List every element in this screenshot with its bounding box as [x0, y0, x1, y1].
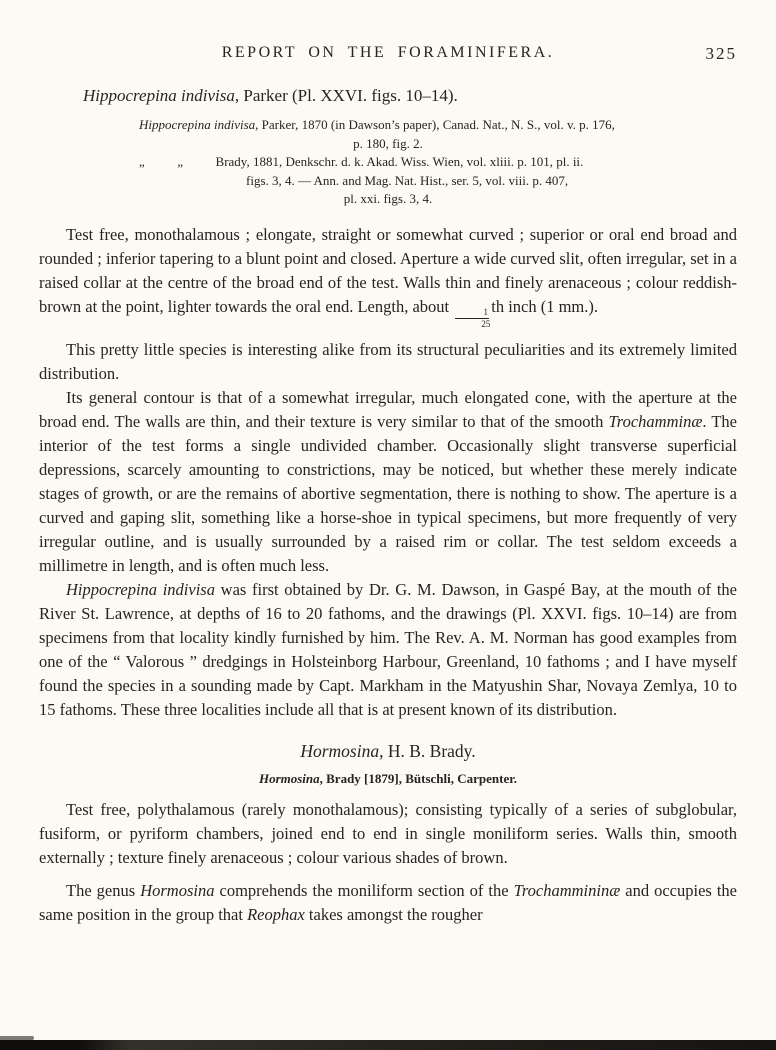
running-title: REPORT ON THE FORAMINIFERA.	[221, 44, 555, 61]
synonymy-line: p. 180, fig. 2.	[353, 135, 423, 151]
paragraph: This pretty little species is interesting alike from its structural peculiarities and its extremely limited distribution.	[39, 339, 737, 383]
genus-synonymy-line: Hormosina, Brady [1879], Bütschli, Carpenter.	[258, 770, 518, 786]
paragraph: Its general contour is that of a somewhat irregular, much elongated cone, with the aperture at the broad end. The walls are thin, and their texture is very similar to that of the smooth Trochamminæ. The interior of the test forms a single undivided chamber. Occasionally slight transverse superficial depressions, scarcely amounting to constrictions, may be noticed, but whether these merely indicate stages of growth, or are the remains of abortive segmentation, there is nothing to show. The aperture is a curved and gaping slit, something like a horse-shoe in typical specimens, but more frequently of very irregular outline, and is usually surrounded by a raised rim or collar. The test seldom exceeds a millimetre in length, and is often much less.	[39, 387, 737, 575]
species-heading: Hippocrepina indivisa, Parker (Pl. XXVI. figs. 10–14).	[83, 86, 458, 105]
synonymy-line: pl. xxi. figs. 3, 4.	[343, 191, 433, 206]
genus-heading: Hormosina, H. B. Brady.	[300, 740, 476, 761]
scan-edge-artifact	[0, 1040, 776, 1050]
synonymy-line: figs. 3, 4. — Ann. and Mag. Nat. Hist., ser. 5, vol. viii. p. 407,	[246, 172, 569, 188]
paragraph: The genus Hormosina comprehends the moniliform section of the Trochammininæ and occupies the same position in the group that Reophax takes amongst the rougher	[39, 880, 737, 924]
paragraph: Hippocrepina indivisa was first obtained by Dr. G. M. Dawson, in Gaspé Bay, at the mouth of the River St. Lawrence, at depths of 16 to 20 fathoms, and the drawings (Pl. XXVI. figs. 10–14) are from specimens from that locality kindly furnished by him. The Rev. A. M. Norman has good examples from one of the “ Valorous ” dredgings in Holsteinborg Harbour, Greenland, 10 fathoms ; and I have myself found the species in a sounding made by Capt. Markham in the Matyushin Shar, Novaya Zemlya, 10 to 15 fathoms. These three localities include all that is at present known of its distribution.	[39, 579, 737, 719]
synonymy-line: Hippocrepina indivisa, Parker, 1870 (in Dawson’s paper), Canad. Nat., N. S., vol. v. p. 176,	[139, 117, 615, 132]
paragraph: Test free, polythalamous (rarely monothalamous); consisting typically of a series of subglobular, fusiform, or pyriform chambers, joined end to end in single moniliform series. Walls thin, smooth externally ; texture finely arenaceous ; colour various shades of brown.	[39, 799, 737, 867]
synonymy-line: „ „ Brady, 1881, Denkschr. d. k. Akad. Wiss. Wien, vol. xliii. p. 101, pl. ii.	[139, 154, 584, 169]
genus-text	[39, 798, 737, 927]
species-text	[39, 223, 737, 722]
synonymy-block	[39, 116, 737, 209]
inline-fraction: $\frac{1}{25}$	[454, 308, 490, 329]
running-header	[39, 44, 737, 62]
paragraph: Test free, monothalamous ; elongate, straight or somewhat curved ; superior or oral end broad and rounded ; inferior tapering to a blunt point and closed. Aperture a wide curved slit, often irregular, set in a raised collar at the centre of the broad end of the test. Walls thin and finely arenaceous ; colour reddish-brown at the point, lighter towards the oral end. Length, about $\frac{1}{25}$ th inch (1 mm.).	[39, 224, 737, 329]
page-number: 325	[705, 44, 737, 63]
